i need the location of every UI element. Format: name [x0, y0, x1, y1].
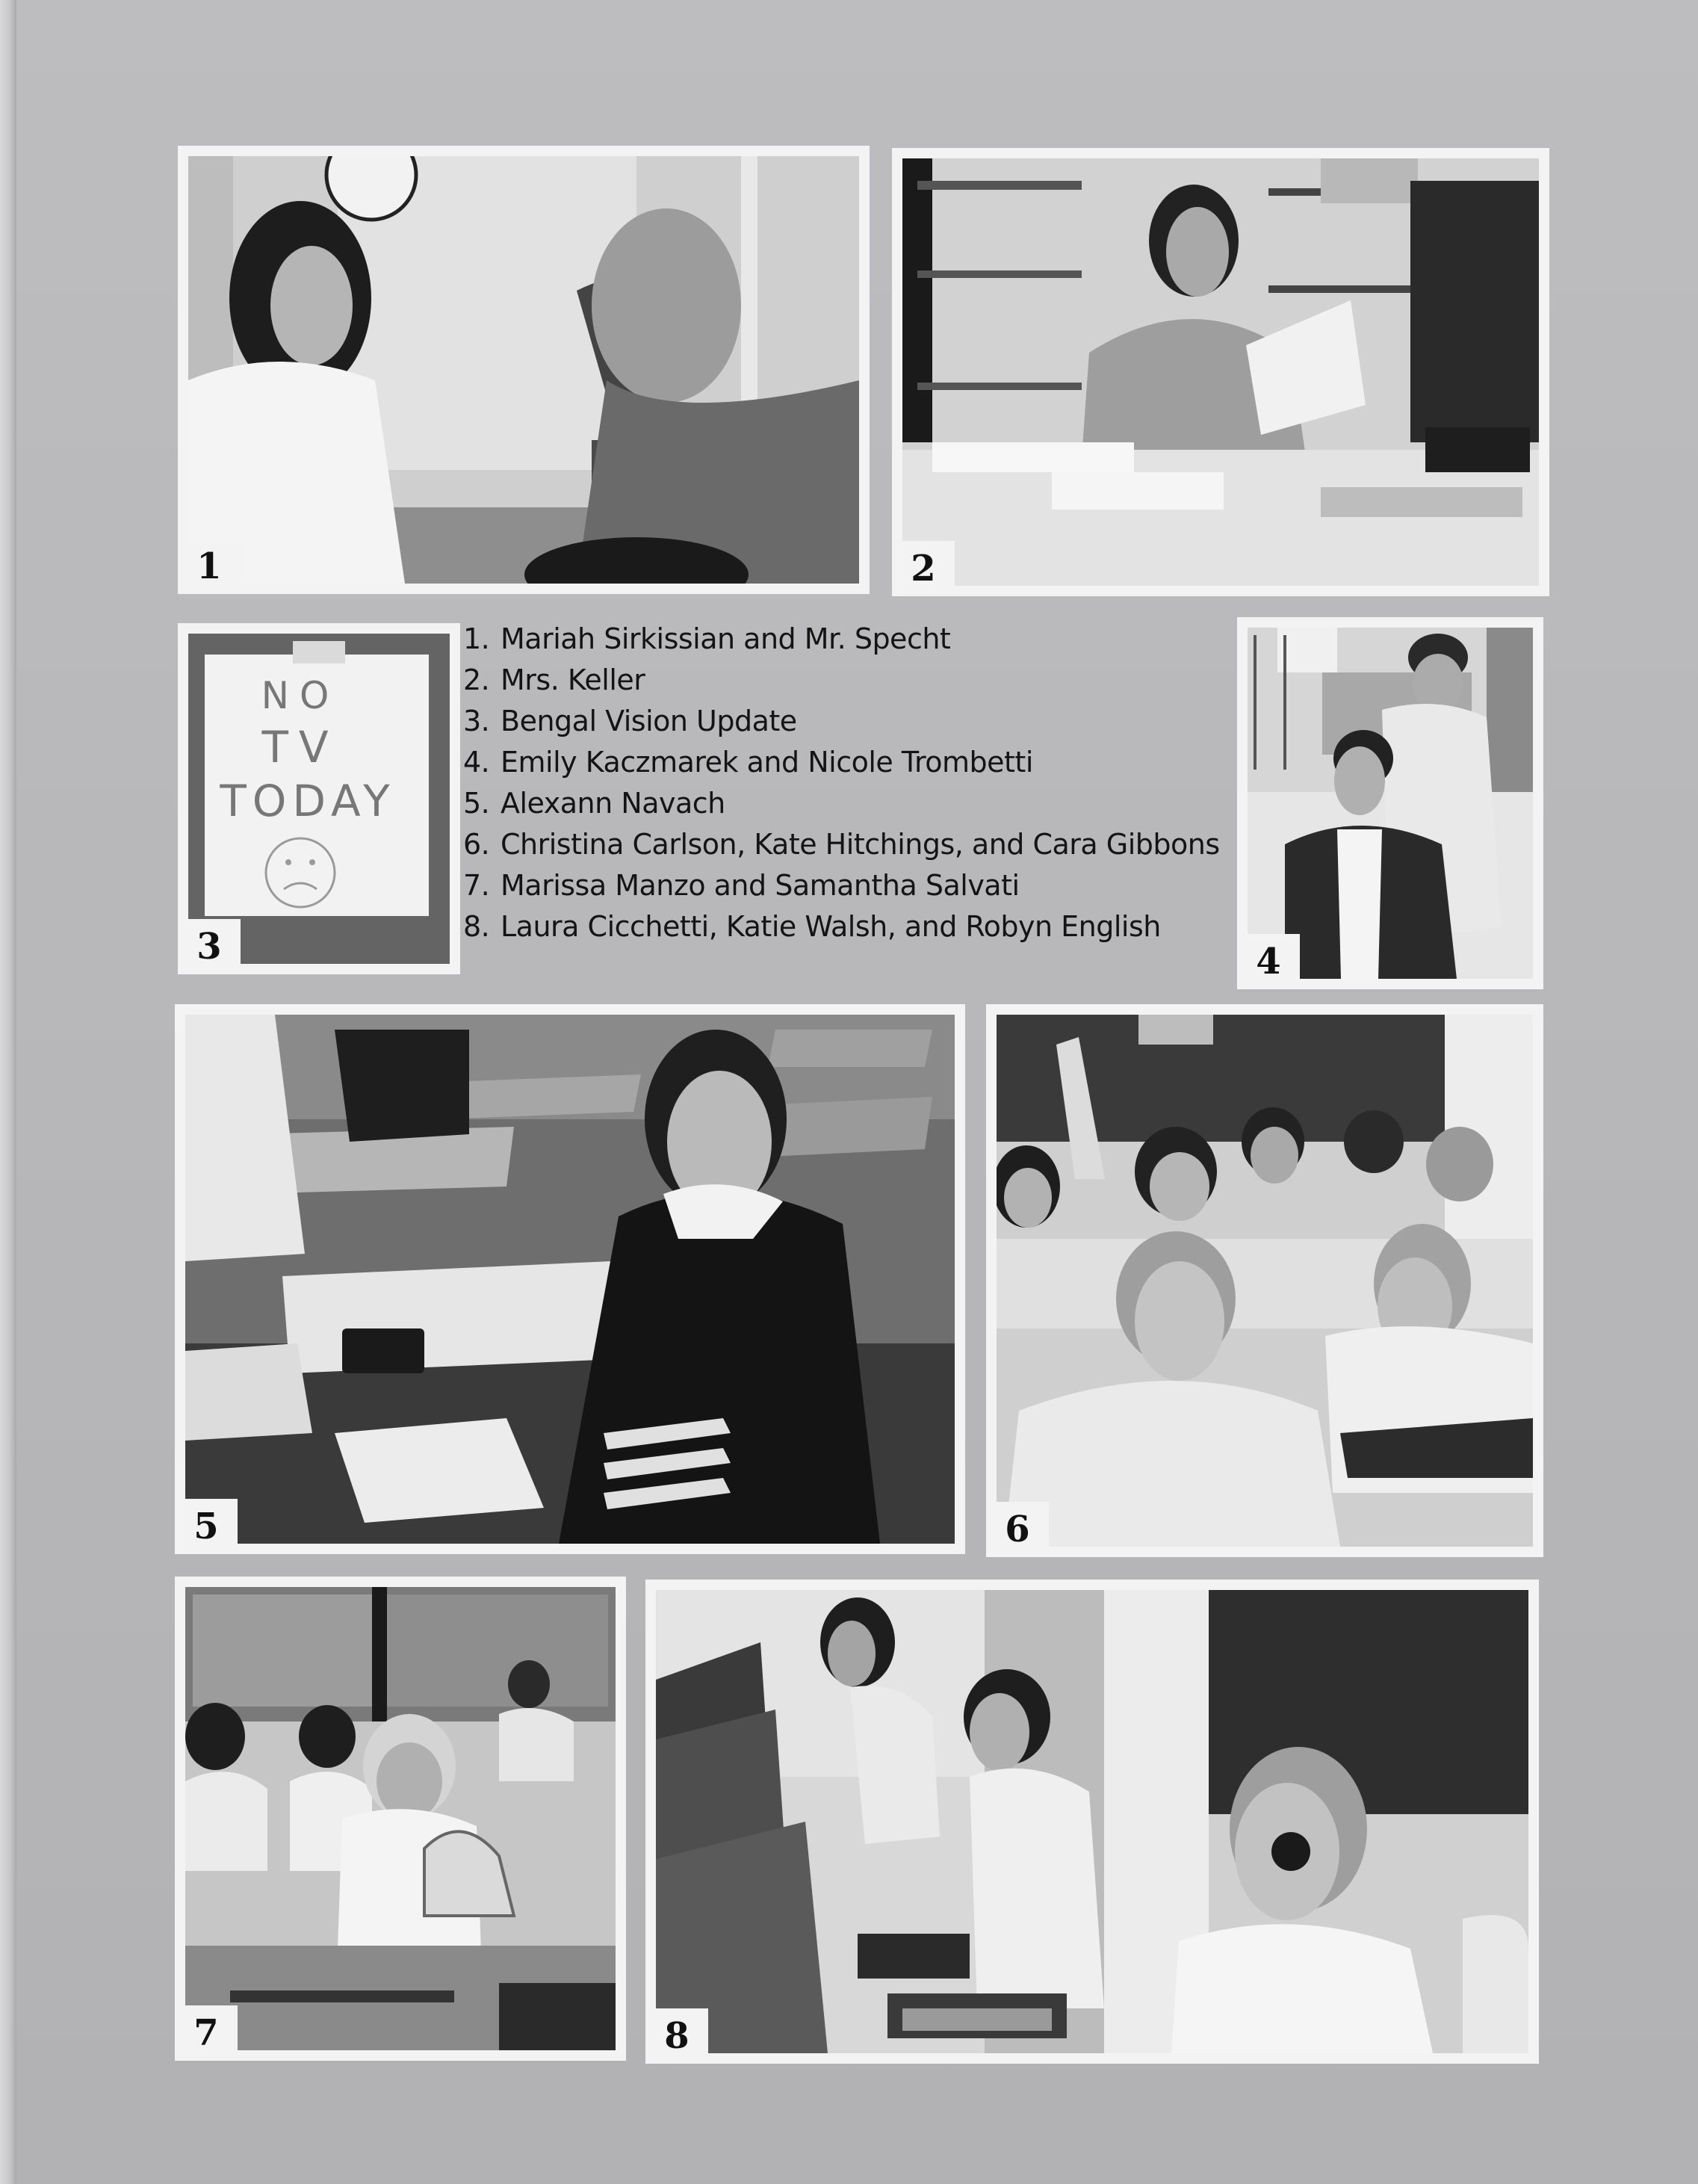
photo-4-frame [1237, 617, 1543, 989]
caption-6: 6. Christina Carlson, Kate Hitchings, and Cara Gibbons [463, 828, 1220, 861]
caption-8: 8. Laura Cicchetti, Katie Walsh, and Robyn English [463, 910, 1161, 943]
sign-line-3: TODAY [220, 776, 396, 826]
photo-5-number: 5 [175, 1499, 238, 1554]
photo-6-frame [986, 1004, 1543, 1557]
photo-1-image [188, 156, 859, 584]
photo-6-number: 6 [986, 1502, 1049, 1557]
caption-5: 5. Alexann Navach [463, 787, 725, 820]
photo-7-frame [175, 1577, 626, 2061]
caption-2: 2. Mrs. Keller [463, 663, 645, 696]
photo-4-number: 4 [1237, 934, 1300, 989]
photo-2-frame [892, 148, 1549, 596]
caption-7: 7. Marissa Manzo and Samantha Salvati [463, 869, 1020, 902]
photo-6-image [997, 1015, 1533, 1547]
photo-7-image [185, 1587, 616, 2050]
sign-line-2: TV [261, 722, 339, 773]
photo-3-number: 3 [178, 919, 241, 974]
photo-2-number: 2 [892, 541, 955, 596]
photo-4-image [1248, 628, 1533, 979]
photo-5-image [185, 1015, 955, 1544]
caption-4: 4. Emily Kaczmarek and Nicole Trombetti [463, 746, 1033, 779]
photo-8-frame [645, 1580, 1539, 2064]
photo-3-frame [178, 623, 460, 974]
caption-list [463, 619, 1225, 947]
photo-1-number: 1 [178, 539, 241, 594]
photo-7-number: 7 [175, 2005, 238, 2061]
book-spine-edge [0, 0, 16, 2184]
photo-8-image [656, 1590, 1528, 2053]
caption-3: 3. Bengal Vision Update [463, 705, 797, 737]
photo-1-frame [178, 146, 870, 594]
photo-3-image [188, 634, 450, 964]
caption-1: 1. Mariah Sirkissian and Mr. Specht [463, 622, 951, 655]
photo-8-number: 8 [645, 2008, 708, 2064]
sign-line-1: NO [261, 674, 340, 717]
photo-5-frame [175, 1004, 965, 1554]
photo-2-image [902, 158, 1539, 586]
